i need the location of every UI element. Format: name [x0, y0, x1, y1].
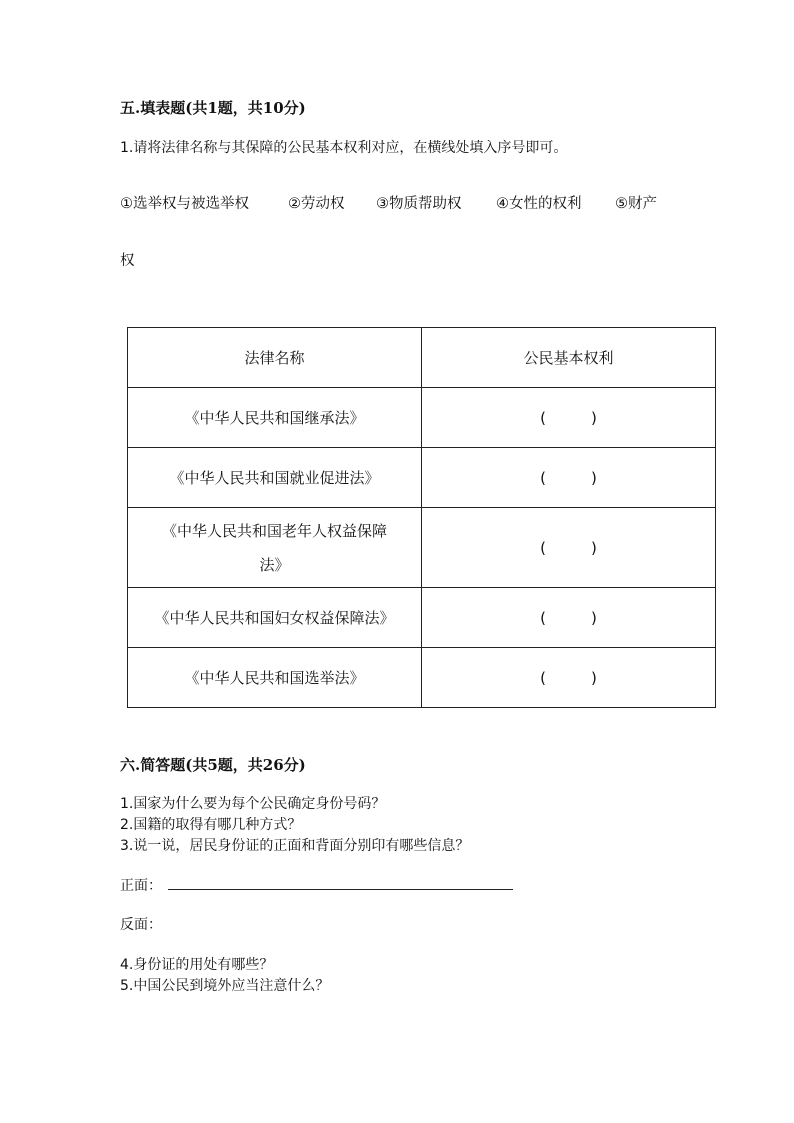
short-question-2: 2.国籍的取得有哪几种方式？ [120, 817, 302, 833]
front-answer-line[interactable] [168, 889, 513, 890]
answer-blank[interactable]: ( ) [422, 588, 716, 648]
table-row [128, 648, 716, 708]
option-1: ①选举权与被选举权 [120, 196, 249, 212]
table-header-row [128, 328, 716, 388]
header-basic-rights: 公民基本权利 [422, 328, 716, 388]
short-question-1: 1.国家为什么要为每个公民确定身份号码？ [120, 796, 386, 812]
table-row [128, 388, 716, 448]
front-label: 正面： [120, 878, 162, 894]
law-name-cell: 《中华人民共和国选举法》 [128, 648, 422, 708]
short-question-4: 4.身份证的用处有哪些？ [120, 957, 274, 973]
law-name-cell: 《中华人民共和国妇女权益保障法》 [128, 588, 422, 648]
law-name-cell: 《中华人民共和国继承法》 [128, 388, 422, 448]
law-name-line-1: 《中华人民共和国老年人权益保障 [161, 521, 387, 540]
option-5: ⑤财产 [615, 196, 657, 212]
option-2: ②劳动权 [288, 196, 345, 212]
answer-blank[interactable]: ( ) [422, 508, 716, 588]
option-3: ③物质帮助权 [376, 196, 462, 212]
section-five-title: 五.填表题(共1题，共10分) [120, 99, 306, 117]
short-question-3: 3.说一说，居民身份证的正面和背面分别印有哪些信息？ [120, 838, 470, 854]
option-4: ④女性的权利 [496, 196, 582, 212]
answer-blank[interactable]: ( ) [422, 648, 716, 708]
law-name-cell [128, 508, 422, 588]
header-law-name: 法律名称 [128, 328, 422, 388]
back-label: 反面： [120, 917, 162, 933]
table-row [128, 588, 716, 648]
answer-blank[interactable]: ( ) [422, 448, 716, 508]
question-text: 1.请将法律名称与其保障的公民基本权利对应，在横线处填入序号即可。 [120, 140, 568, 156]
section-six-title: 六.简答题(共5题，共26分) [120, 756, 306, 774]
option-5-continued: 权 [120, 253, 135, 269]
law-name-cell: 《中华人民共和国就业促进法》 [128, 448, 422, 508]
short-question-5: 5.中国公民到境外应当注意什么？ [120, 978, 330, 994]
law-name-line-2: 法》 [259, 555, 290, 574]
answer-blank[interactable]: ( ) [422, 388, 716, 448]
table-row [128, 508, 716, 588]
law-rights-table [127, 327, 716, 708]
table-row [128, 448, 716, 508]
